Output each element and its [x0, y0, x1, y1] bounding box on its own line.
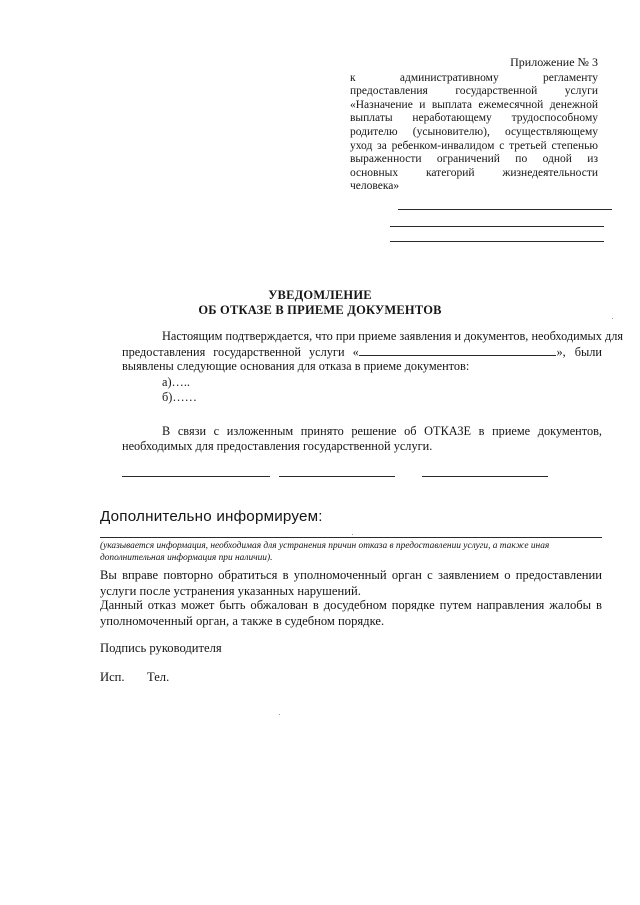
signature-blank-line: [279, 476, 395, 477]
appendix-line-3: «Назначение и выплата ежемесячной денежной: [350, 98, 598, 111]
addressee-line-3: [390, 241, 604, 242]
position-blank-line: [122, 476, 270, 477]
additional-info-heading: Дополнительно информируем:: [100, 508, 323, 525]
paragraph1-line2: [122, 344, 602, 360]
name-blank-line: [422, 476, 548, 477]
repeat-application-line1: Вы вправе повторно обратиться в уполномоченный орган с заявлением о предоставлении: [100, 568, 602, 582]
appendix-line-5: родителю (усыновителю), осуществляющему: [350, 125, 598, 138]
reason-item-a: а)…..: [162, 375, 190, 389]
scan-speck: [352, 534, 353, 535]
addressee-line-2: [390, 226, 604, 227]
manager-signature-label: Подпись руководителя: [100, 641, 222, 655]
scan-speck: [612, 318, 613, 319]
appendix-line-4: выплаты неработающему трудоспособному: [350, 112, 598, 125]
appeal-line2: уполномоченный орган, а также в судебном порядке.: [100, 613, 385, 628]
phone-label: Тел.: [147, 670, 170, 684]
paragraph1-line1: Настоящим подтверждается, что при приеме заявления и документов, необходимых для: [162, 329, 624, 343]
document-subtitle: ОБ ОТКАЗЕ В ПРИЕМЕ ДОКУМЕНТОВ: [198, 303, 442, 317]
paragraph2-line1: В связи с изложенным принято решение об ОТКАЗЕ в приеме документов,: [162, 424, 602, 438]
reason-item-b: б)……: [162, 390, 197, 404]
appendix-line-9: человека»: [350, 180, 400, 193]
paragraph1-line2-end: », были: [556, 345, 602, 359]
appendix-line-1: к административному регламенту: [350, 71, 598, 84]
scan-speck: [279, 714, 280, 715]
repeat-application-text: [100, 568, 602, 599]
appendix-line-8: основных категорий жизнедеятельности: [350, 166, 598, 179]
paragraph2-line2: необходимых для предоставления государственной услуги.: [122, 439, 433, 453]
repeat-application-line2: услуги после устранения указанных нарушений.: [100, 583, 361, 598]
appendix-header: [350, 56, 598, 194]
appendix-line-2: предоставления государственной услуги: [350, 85, 598, 98]
service-name-blank: [359, 344, 557, 356]
paragraph1-line3: выявлены следующие основания для отказа в приеме документов:: [122, 359, 470, 373]
additional-info-note: (указывается информация, необходимая для устранения причин отказа в предоставлении услуги, а также иная дополнительная информация при наличии).: [100, 541, 550, 563]
appendix-number: Приложение № 3: [510, 55, 598, 69]
appeal-text: [100, 598, 602, 629]
executor-label: Исп.: [100, 670, 125, 684]
addressee-line-1: [398, 209, 612, 210]
appendix-line-7: выраженности ограничений по одной из: [350, 153, 598, 166]
additional-info-blank-line: [100, 537, 602, 538]
paragraph1-line2-start: предоставления государственной услуги «: [122, 345, 359, 359]
appendix-line-6: уход за ребенком-инвалидом с третьей степенью: [350, 139, 598, 152]
appeal-line1: Данный отказ может быть обжалован в досудебном порядке путем направления жалобы в: [100, 598, 602, 612]
document-title: УВЕДОМЛЕНИЕ: [268, 288, 372, 302]
